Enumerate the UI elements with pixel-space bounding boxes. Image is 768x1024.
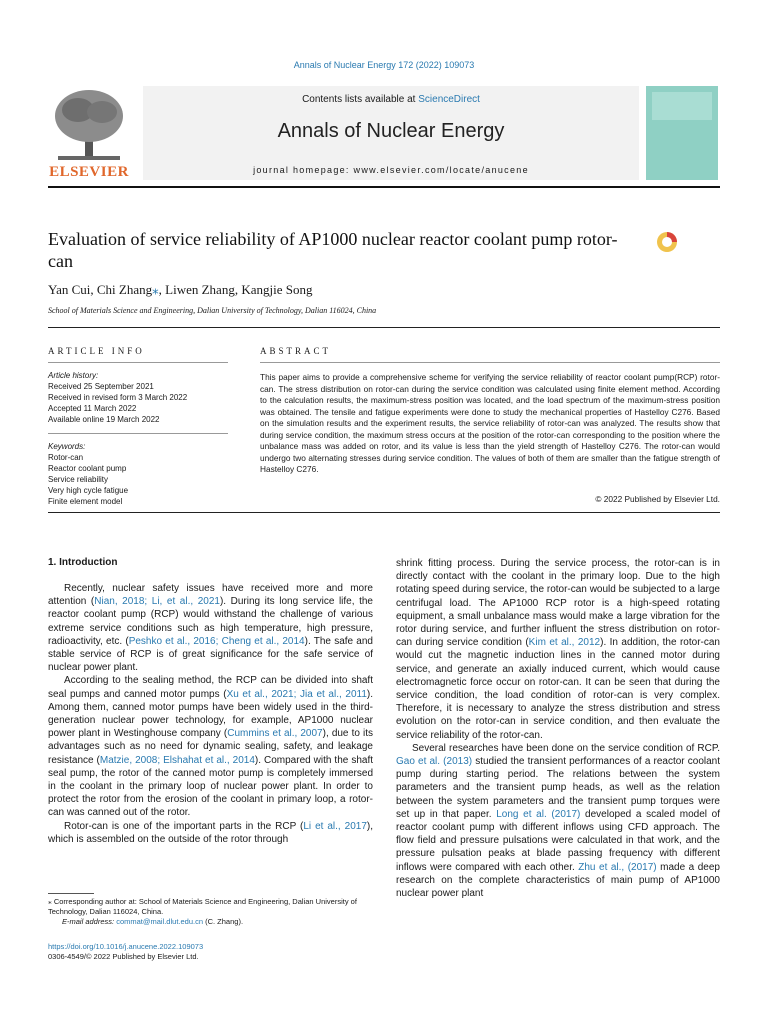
journal-banner [143, 86, 639, 180]
citation-link[interactable]: Zhu et al., (2017) [578, 861, 657, 873]
citation-link[interactable]: Li et al., 2017 [303, 820, 367, 832]
left-column [48, 557, 373, 846]
keywords: Keywords: Rotor-can Reactor coolant pump Service reliability Very high cycle fatigue Finite element model [48, 441, 228, 507]
check-for-updates-badge[interactable] [650, 230, 684, 266]
journal-header [48, 86, 720, 188]
email-link[interactable]: commat@mail.dlut.edu.cn [116, 917, 204, 926]
divider [48, 327, 720, 328]
citation-link[interactable]: Gao et al. (2013) [396, 756, 473, 768]
paragraph [48, 674, 373, 819]
paragraph [396, 557, 720, 742]
body-text: shrink fitting process. During the service process, the rotor-can is in directly contact with the coolant in the primary loop. Due to the high rotating speed during service, the rotor-can would be subjected to a large centrifugal load. The AP1000 RCP rotor is a high-speed rotating equipment, a small unbalance mass would make a large vibration for the rotor during service, and further influent the stress distribution on rotor-can during service condition ( [396, 558, 720, 649]
paragraph [48, 820, 373, 846]
body-text: Rotor-can is one of the important parts in the RCP ( [64, 820, 304, 832]
body-text: ). The safe and stable service of RCP is of great significance for the safe service of nuclear power plant. [48, 635, 373, 674]
issn: 0306-4549/© 2022 Published by Elsevier Ltd. [48, 952, 199, 961]
journal-title: Annals of Nuclear Energy [277, 120, 505, 142]
keyword: Reactor coolant pump [48, 464, 127, 473]
corresponding-author-note: ⁎ Corresponding author at: School of Materials Science and Engineering, Dalian University of Technology, Dalian 116024, China. [48, 897, 357, 916]
divider [260, 362, 720, 363]
journal-cover-thumbnail [646, 86, 718, 180]
citation-link[interactable]: Kim et al., 2012 [528, 637, 601, 649]
author-list: Yan Cui, Chi Zhang⁎, Liwen Zhang, Kangjie Song [48, 282, 313, 297]
citation-link[interactable]: Nian, 2018; Li, et al., 2021 [94, 596, 220, 608]
citation-link[interactable]: Peshko et al., 2016; Cheng et al., 2014 [128, 635, 305, 647]
body-text: ), which is assembled on the outside of the rotor through [48, 820, 374, 845]
history-item: Received 25 September 2021 [48, 382, 154, 391]
doi-block [48, 942, 203, 962]
journal-homepage[interactable]: journal homepage: www.elsevier.com/locate/anucene [253, 165, 529, 175]
body-text: Recently, nuclear safety issues have received more and more attention ( [48, 583, 373, 608]
body-text: According to the sealing method, the RCP can be divided into shaft seal pumps and canned motor pumps ( [48, 675, 373, 700]
copyright: © 2022 Published by Elsevier Ltd. [595, 494, 720, 504]
paragraph [396, 742, 720, 900]
footnote-divider [48, 893, 94, 894]
article-history: Article history: Received 25 September 2021 Received in revised form 3 March 2022 Accepted 11 March 2022 Available online 19 March 2022 [48, 370, 228, 425]
body-text: ). Compared with the shaft seal pump, the rotor of the canned motor pump is completely immersed in the coolant in the primary loop of nuclear power plant. In order to protect the rotor from the erosion of the coolant in primary loop, a rotor-can was canned out of the rotor. [48, 754, 373, 819]
abstract-text: This paper aims to provide a comprehensive scheme for verifying the service reliability of reactor coolant pump(RCP) rotor-can. The stress distribution on rotor-can during the service condition was calculated using finite element method. According to the calculation results, the maximum-stress position was located, and the load spectrum of the maximum-stress position was obtained. The tensile and fatigue experiments were done to study the mechanical properties of Hastelloy C276. Based on the simulation results and the experiment results, the service reliability of rotor-can was analyzed. The results show that during service condition, the maximum stress occurs at the position of the rotor-can corresponding to the position where the unbalance mass was added on rotor, and its value is less than the yield strength of Hastelloy C276. The rotor-can would undergo two alternating stresses during service condition. The values of both of them are smaller than the fatigue strength of Hastelloy C276. [260, 372, 720, 474]
citation-link[interactable]: Matzie, 2008; Elshahat et al., 2014 [99, 754, 255, 766]
contents-line: Contents lists available at ScienceDirect [302, 94, 480, 105]
author-affiliation: School of Materials Science and Engineering, Dalian University of Technology, Dalian 116024, China [48, 306, 377, 315]
body-text: ). In addition, the rotor-can would cut the magnetic induction lines in the canned motor during service, and generate an axially induced current, which would cause electromagnetic force occur on rotor-can. It can be seen that during the service condition, the load condition of rotor-can is very complex. Therefore, it is necessary to analyze the stress distribution and stress evolution on the rotor-can in service condition, and then evaluate the service reliability of the rotor-can. [396, 637, 720, 741]
divider [48, 433, 228, 434]
right-column [396, 557, 720, 900]
elsevier-wordmark: ELSEVIER [49, 164, 129, 180]
body-text: studied the transient performances of a reactor coolant pump during starting period. The relations between the system parameters and the transient pump heads, as well as the relation between the system parameters and the transient pump torques were set up in that paper. [396, 756, 721, 820]
journal-citation[interactable]: Annals of Nuclear Energy 172 (2022) 109073 [293, 60, 475, 70]
doi-link[interactable]: https://doi.org/10.1016/j.anucene.2022.109073 [48, 942, 204, 951]
sciencedirect-link[interactable]: ScienceDirect [418, 94, 480, 105]
corresponding-author-mark[interactable]: ⁎ [152, 282, 159, 297]
divider [48, 362, 228, 363]
divider [48, 512, 720, 513]
history-item: Accepted 11 March 2022 [48, 404, 137, 413]
abstract-heading: ABSTRACT [260, 346, 332, 356]
keyword: Rotor-can [48, 453, 84, 462]
keyword: Very high cycle fatigue [48, 486, 129, 495]
citation-link[interactable]: Cummins et al., 2007 [227, 728, 323, 740]
citation-link[interactable]: Long et al. (2017) [496, 808, 581, 820]
paragraph [48, 582, 373, 674]
body-text: developed a scaled model of reactor coolant pump with different inflows using CFD approach. The flow field and pressure pulsations were calculated in that work, and the pressure pulsation peaks at blade passing frequency with different inflows were compared with each other. [396, 808, 721, 873]
body-text: ). During its long service life, the reactor coolant pump (RCP) would withstand the challenge of various extreme service conditions such as high temperature, high pressure, radioactivity, etc. ( [48, 596, 373, 647]
history-item: Received in revised form 3 March 2022 [48, 393, 188, 402]
footnote: ⁎ Corresponding author at: School of Materials Science and Engineering, Dalian University of Technology, Dalian 116024, China. E-mail address: commat@mail.dlut.edu.cn (C. Zhang). [48, 897, 373, 927]
elsevier-tree-logo [48, 86, 130, 181]
keyword: Service reliability [48, 475, 109, 484]
body-text: ). Among them, canned motor pumps have been widely used in the third-generation nuclear power technology, for example, AP1000 nuclear power plant in Westinghouse company ( [48, 688, 373, 740]
body-text: ), due to its advantages such as no need for dynamic sealing, safety, and leakage resistance ( [48, 728, 374, 766]
article-title: Evaluation of service reliability of AP1000 nuclear reactor coolant pump rotor-can [48, 229, 618, 271]
section-heading: 1. Introduction [48, 557, 118, 568]
history-item: Available online 19 March 2022 [48, 415, 160, 424]
body-text: Several researches have been done on the service condition of RCP. [412, 742, 720, 754]
citation-link[interactable]: Xu et al., 2021; Jia et al., 2011 [226, 688, 367, 700]
keyword: Finite element model [48, 497, 123, 506]
body-text: made a deep research on the complete characteristics of main pump of AP1000 nuclear power plant [396, 861, 720, 900]
article-info-heading: ARTICLE INFO [48, 346, 145, 356]
